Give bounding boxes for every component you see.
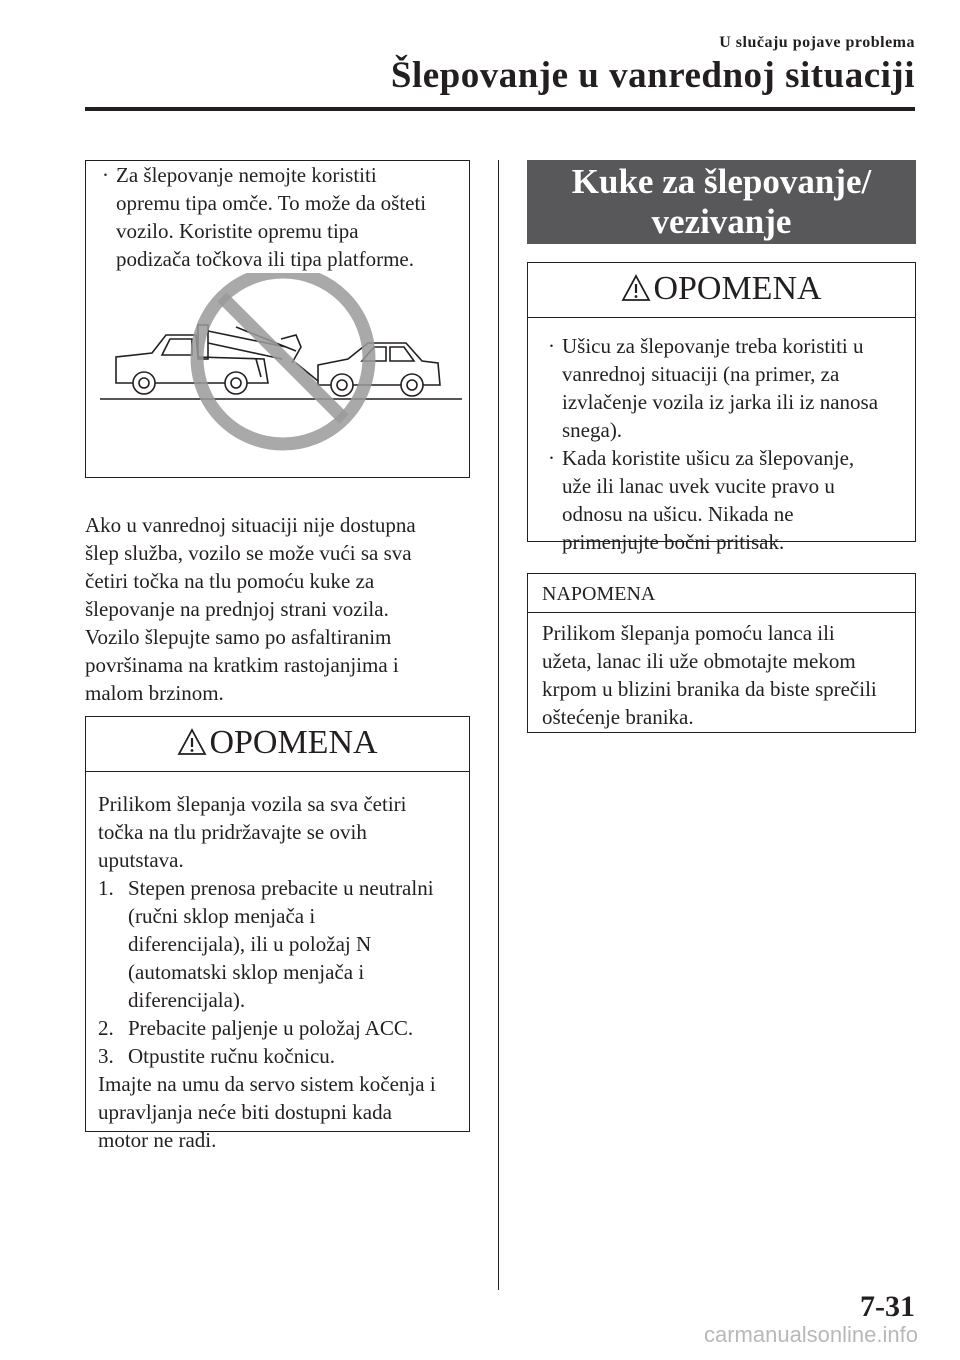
bullet-line: Ušicu za šlepovanje treba koristiti u bbox=[562, 334, 864, 358]
bullet-line: vozilo. Koristite opremu tipa bbox=[116, 219, 359, 243]
paragraph-line: Ako u vanrednoj situaciji nije dostupna bbox=[85, 513, 416, 537]
bullet-dot: · bbox=[102, 163, 109, 187]
step-number: 1. bbox=[98, 876, 114, 900]
bullet-line: Za šlepovanje nemojte koristiti bbox=[116, 163, 377, 187]
warning-triangle-icon bbox=[621, 274, 651, 302]
warning-box-right bbox=[527, 262, 916, 554]
header-rule bbox=[85, 107, 915, 111]
section-heading bbox=[527, 160, 916, 244]
note-line: oštećenje branika. bbox=[542, 705, 694, 729]
section-heading-line: Kuke za šlepovanje/ bbox=[571, 162, 872, 201]
warning-intro-line: točka na tlu pridržavajte se ovih bbox=[98, 820, 367, 844]
warning-outro-line: motor ne radi. bbox=[98, 1128, 217, 1152]
bullet-line: uže ili lanac uvek vucite pravo u bbox=[562, 474, 835, 498]
paragraph-line: četiri točka na tlu pomoću kuke za bbox=[85, 569, 375, 593]
note-line: užeta, lanac ili uže obmotajte mekom bbox=[542, 649, 856, 673]
step-item bbox=[98, 874, 457, 1014]
warning-intro-line: uputstava. bbox=[98, 848, 184, 872]
bullet-line: snega). bbox=[562, 418, 623, 442]
section-heading-line: vezivanje bbox=[651, 202, 792, 241]
bullet-line: vanrednoj situaciji (na primer, za bbox=[562, 362, 840, 386]
bullet-line: odnosu na ušicu. Nikada ne bbox=[562, 502, 794, 526]
step-number: 3. bbox=[98, 1044, 114, 1068]
column-divider bbox=[498, 160, 499, 1290]
step-line: Stepen prenosa prebacite u neutralni bbox=[128, 876, 434, 900]
towing-caution-box bbox=[85, 160, 470, 478]
bullet-dot: · bbox=[548, 446, 555, 470]
warning-heading bbox=[86, 723, 469, 763]
step-line: (automatski sklop menjača i bbox=[128, 960, 365, 984]
bullet-line: podizača točkova ili tipa platforme. bbox=[116, 247, 414, 271]
note-box bbox=[527, 573, 916, 733]
step-item bbox=[98, 1042, 457, 1070]
paragraph-line: Vozilo šlepujte samo po asfaltiranim bbox=[85, 625, 392, 649]
step-item bbox=[98, 1014, 457, 1042]
paragraph-line: šlepovanje na prednjoj strani vozila. bbox=[85, 597, 389, 621]
chapter-title: Šlepovanje u vanrednoj situaciji bbox=[390, 55, 915, 96]
paragraph-line: šlep služba, vozilo se može vući sa sva bbox=[85, 541, 412, 565]
warning-heading bbox=[528, 269, 915, 309]
warning-heading-text: OPOMENA bbox=[653, 270, 822, 307]
bullet-line: opremu tipa omče. To može da ošteti bbox=[116, 191, 427, 215]
bullet-item bbox=[532, 332, 907, 444]
step-line: Prebacite paljenje u položaj ACC. bbox=[128, 1016, 414, 1040]
no-sling-tow-illustration bbox=[86, 273, 469, 473]
step-line: diferencijala), ili u položaj N bbox=[128, 932, 372, 956]
bullet-line: Kada koristite ušicu za šlepovanje, bbox=[562, 446, 855, 470]
warning-box-left bbox=[85, 716, 470, 1152]
warning-outro-line: upravljanja neće biti dostupni kada bbox=[98, 1100, 392, 1124]
paragraph-line: površinama na kratkim rastojanjima i bbox=[85, 653, 399, 677]
paragraph-line: malom brzinom. bbox=[85, 681, 224, 705]
warning-triangle-icon bbox=[177, 728, 207, 756]
note-line: krpom u blizini branika da biste sprečili bbox=[542, 677, 877, 701]
note-heading: NAPOMENA bbox=[542, 583, 656, 605]
step-line: Otpustite ručnu kočnicu. bbox=[128, 1044, 336, 1068]
warning-heading-text: OPOMENA bbox=[209, 724, 378, 761]
towing-paragraph bbox=[85, 511, 485, 707]
bullet-item bbox=[532, 444, 907, 556]
section-label: U slučaju pojave problema bbox=[719, 34, 915, 51]
bullet-item bbox=[86, 161, 469, 273]
step-line: diferencijala). bbox=[128, 988, 246, 1012]
warning-intro-line: Prilikom šlepanja vozila sa sva četiri bbox=[98, 792, 407, 816]
note-line: Prilikom šlepanja pomoću lanca ili bbox=[542, 621, 835, 645]
page-number: 7-31 bbox=[860, 1290, 915, 1323]
bullet-line: primenjujte bočni pritisak. bbox=[562, 530, 785, 554]
warning-outro-line: Imajte na umu da servo sistem kočenja i bbox=[98, 1072, 436, 1096]
bullet-line: izvlačenje vozila iz jarka ili iz nanosa bbox=[562, 390, 879, 414]
bullet-dot: · bbox=[548, 334, 555, 358]
step-line: (ručni sklop menjača i bbox=[128, 904, 316, 928]
step-number: 2. bbox=[98, 1016, 114, 1040]
watermark: carmanualsonline.info bbox=[703, 1322, 918, 1347]
